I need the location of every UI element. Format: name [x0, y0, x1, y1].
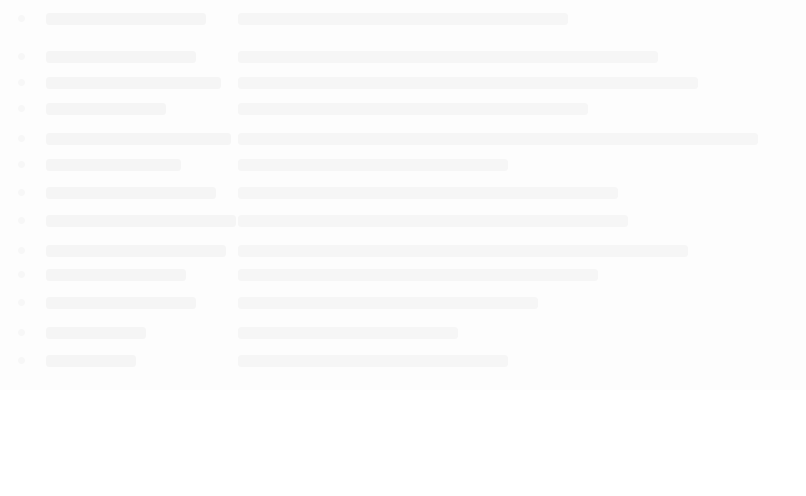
faded-value [238, 327, 458, 339]
faded-value [238, 297, 538, 309]
list-item [18, 238, 788, 264]
list-item [18, 6, 788, 32]
faded-value [238, 51, 658, 63]
bullet-icon [18, 161, 25, 168]
faded-value [238, 13, 568, 25]
list-item [18, 208, 788, 234]
list-item [18, 152, 788, 178]
bullet-icon [18, 271, 25, 278]
faded-label [46, 297, 196, 309]
bullet-icon [18, 217, 25, 224]
faded-value [238, 215, 628, 227]
faded-label [46, 327, 146, 339]
bullet-icon [18, 329, 25, 336]
faded-value [238, 355, 508, 367]
faded-value [238, 159, 508, 171]
faded-label [46, 103, 166, 115]
faded-value [238, 133, 758, 145]
faded-label [46, 13, 206, 25]
bullet-icon [18, 357, 25, 364]
list-item [18, 96, 788, 122]
list-item [18, 44, 788, 70]
faded-label [46, 215, 236, 227]
faded-label [46, 133, 231, 145]
bullet-icon [18, 105, 25, 112]
empty-space [0, 390, 806, 496]
faded-label [46, 77, 221, 89]
bullet-icon [18, 15, 25, 22]
bullet-icon [18, 53, 25, 60]
faded-value [238, 103, 588, 115]
list-item [18, 126, 788, 152]
list-item [18, 348, 788, 374]
bullet-icon [18, 135, 25, 142]
list-item [18, 290, 788, 316]
faded-label [46, 159, 181, 171]
faded-value [238, 187, 618, 199]
faded-label [46, 269, 186, 281]
list-item [18, 262, 788, 288]
faded-value [238, 269, 598, 281]
faded-label [46, 51, 196, 63]
faded-label [46, 187, 216, 199]
bullet-icon [18, 79, 25, 86]
faded-label [46, 245, 226, 257]
bullet-icon [18, 247, 25, 254]
bullet-icon [18, 189, 25, 196]
faded-value [238, 245, 688, 257]
faded-value [238, 77, 698, 89]
list-item [18, 320, 788, 346]
faded-label [46, 355, 136, 367]
bullet-icon [18, 299, 25, 306]
list-item [18, 70, 788, 96]
list-item [18, 180, 788, 206]
